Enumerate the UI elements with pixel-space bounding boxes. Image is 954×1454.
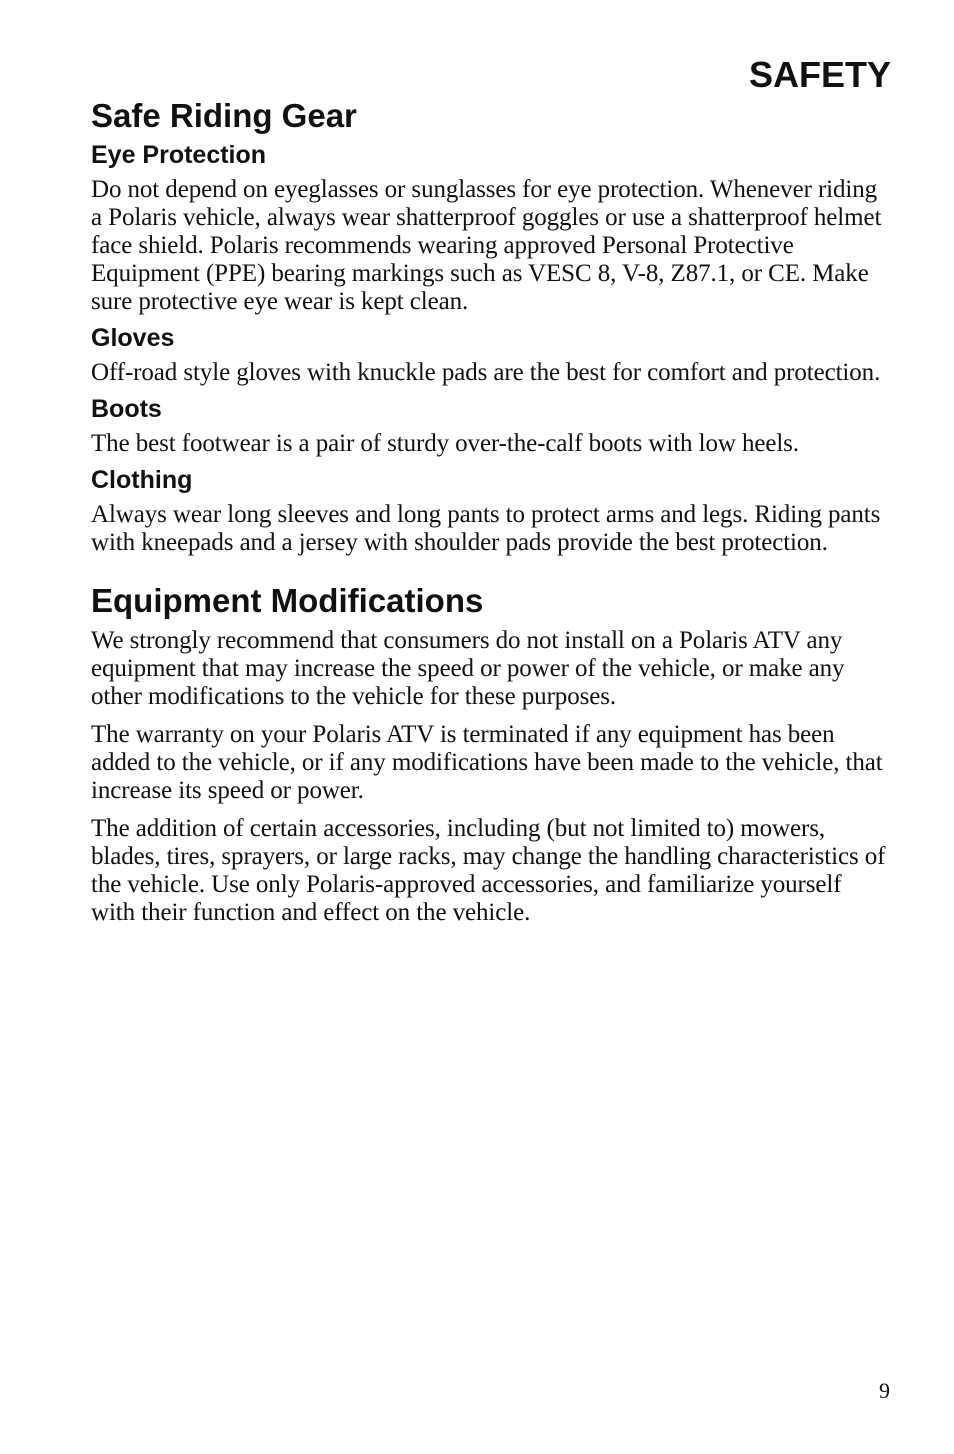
paragraph-modifications-1: We strongly recommend that consumers do not install on a Polaris ATV any equipment that may increase the speed or power of the vehicle, or make any other modifications to the vehicle for these purposes. (91, 627, 845, 710)
heading-safe-riding-gear: Safe Riding Gear (91, 97, 357, 134)
subheading-eye-protection: Eye Protection (91, 141, 267, 169)
subheading-clothing: Clothing (91, 466, 193, 494)
section-header: SAFETY (748, 54, 891, 95)
page-number: 9 (879, 1378, 890, 1403)
paragraph-eye-protection: Do not depend on eyeglasses or sunglasses for eye protection. Whenever riding a Polaris vehicle, always wear shatterproof goggles or use a shatterproof helmet face shield. Polaris recommends wearing approved Personal Protective Equipment (PPE) bearing markings such as VESC 8, V-8, Z87.1, or CE. Make sure protective eye wear is kept clean. (91, 176, 882, 315)
subheading-gloves: Gloves (91, 324, 175, 352)
heading-equipment-modifications: Equipment Modifications (91, 582, 484, 619)
paragraph-gloves: Off-road style gloves with knuckle pads are the best for comfort and protection. (91, 359, 881, 386)
paragraph-modifications-2: The warranty on your Polaris ATV is terminated if any equipment has been added to the vehicle, or if any modifications have been made to the vehicle, that increase its speed or power. (91, 721, 883, 804)
subheading-boots: Boots (91, 395, 162, 423)
paragraph-modifications-3: The addition of certain accessories, including (but not limited to) mowers, blades, tires, sprayers, or large racks, may change the handling characteristics of the vehicle. Use only Polaris-approved accessories, and familiarize yourself with their function and effect on the vehicle. (91, 815, 886, 926)
page-content (91, 96, 891, 927)
paragraph-clothing: Always wear long sleeves and long pants to protect arms and legs. Riding pants with kneepads and a jersey with shoulder pads provide the best protection. (91, 501, 881, 556)
paragraph-boots: The best footwear is a pair of sturdy over-the-calf boots with low heels. (91, 430, 799, 457)
